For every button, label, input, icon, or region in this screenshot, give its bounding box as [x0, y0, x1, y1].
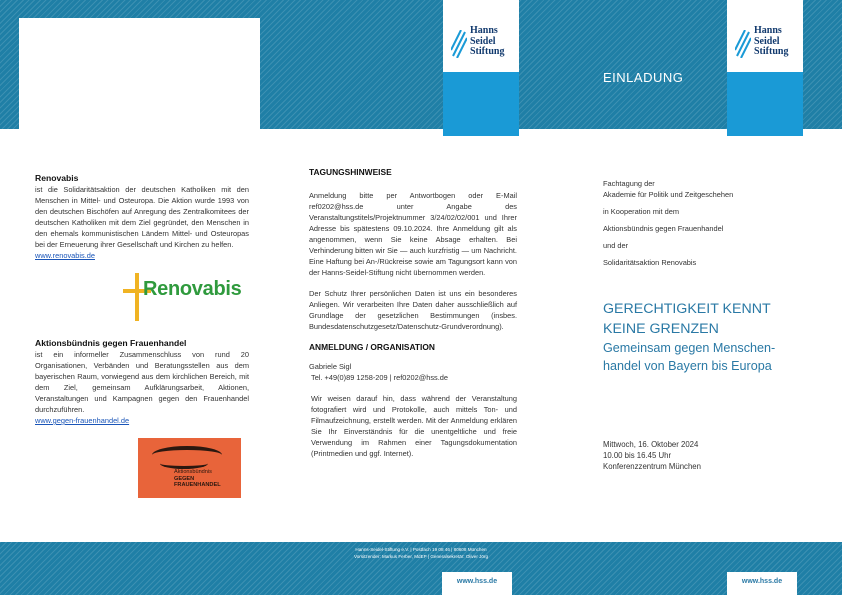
- event-date: Mittwoch, 16. Oktober 2024: [603, 440, 699, 449]
- renovabis-link[interactable]: www.renovabis.de: [35, 251, 95, 260]
- logo-line-2: Seidel: [470, 35, 496, 47]
- hss-lines-icon: [735, 30, 751, 58]
- address-window-box: [19, 18, 260, 130]
- aktion-logo-text: [174, 469, 221, 489]
- footer-url-left[interactable]: www.hss.de: [456, 578, 498, 585]
- organizer-line-6: Solidaritätsaktion Renovabis: [603, 258, 697, 267]
- organizer-line-5: und der: [603, 241, 629, 250]
- hss-lines-icon: [451, 30, 467, 58]
- privacy-paragraph: Der Schutz Ihrer persönlichen Daten ist uns ein besonderes Anliegen. Wir verarbeiten Ihre Daten daher ausschließlich auf Grundlage der gesetzlichen Bestimmungen (insbes. Bundesdatenschutzgesetz/Datenschutz-Grundverordnung).: [309, 289, 517, 331]
- event-venue: Konferenzzentrum München: [603, 462, 701, 471]
- eye-lid-icon: [160, 458, 208, 469]
- footer-url-right[interactable]: www.hss.de: [741, 578, 783, 585]
- hss-logo-tile-left: [443, 0, 519, 136]
- registration-paragraph: Anmeldung bitte per Antwortbogen oder E-Mail ref0202@hss.de unter Angabe des Veranstaltungstitels/Projektnummer 3/24/02/02/001 und Ihrer Adresse bis spätestens 09.10.2024. Ihre Anmeldung gilt als angenommen, wenn Sie keine Absage erhalten. Bei Verhinderung bitten wir Sie — auch kurzfristig — um Nachricht. Eine Haftung bei An-/Rückreise sowie am Tagungsort kann von der Hanns-Seidel-Stiftung nicht übernommen werden.: [309, 191, 517, 277]
- contact-line: Tel. +49(0)89 1258-209 | ref0202@hss.de: [311, 373, 449, 382]
- hss-logo-tile-right: [727, 0, 803, 136]
- aktion-link[interactable]: www.gegen-frauenhandel.de: [35, 416, 130, 425]
- renovabis-logo-word: Renovabis: [143, 278, 242, 300]
- hss-logo-text: [470, 26, 504, 58]
- logo-line-2: Seidel: [754, 35, 780, 47]
- logo-blue-area: [727, 72, 803, 136]
- renovabis-description: ist die Solidaritätsaktion der deutschen Katholiken mit den Menschen in Mittel- und Osteuropa. Die Aktion wurde 1993 von den deutschen Bischöfen auf Anregung des Zentralkomitees der deutschen Katholiken mit dem Ziel gegründet, den Menschen in den ehemals kommunistischen Ländern Mittel- und Osteuropas bei der Erneuerung ihrer Gesellschaft und Kirchen zu helfen.: [35, 185, 249, 249]
- footer-board: Vorsitzender: Markus Ferber, MdEP | Generalsekretär: Oliver Jörg: [353, 554, 489, 559]
- cross-icon: [135, 273, 139, 321]
- aktion-heading: Aktionsbündnis gegen Frauenhandel: [35, 338, 187, 348]
- organizer-line-2: Akademie für Politik und Zeitgeschehen: [603, 190, 734, 199]
- renovabis-heading: Renovabis: [35, 173, 79, 183]
- organizer-line-1: Fachtagung der: [603, 179, 655, 188]
- aktion-logo: [138, 438, 241, 498]
- logo-line-3: Stiftung: [470, 46, 505, 57]
- aktion-logo-small: Aktionsbündnis: [174, 469, 212, 475]
- partner-column: [35, 173, 249, 498]
- aktion-logo-line1: GEGEN: [174, 475, 195, 482]
- organisation-heading: ANMELDUNG / ORGANISATION: [309, 342, 435, 352]
- tagungshinweise-heading: TAGUNGSHINWEISE: [309, 167, 392, 177]
- event-subtitle-line-1: Gemeinsam gegen Menschen-: [603, 341, 776, 355]
- logo-line-1: Hanns: [754, 25, 782, 36]
- spacer: [603, 375, 808, 439]
- cover-column: [603, 178, 808, 472]
- event-title-line-2: KEINE GRENZEN: [603, 321, 719, 337]
- event-subtitle-line-2: handel von Bayern bis Europa: [603, 359, 772, 373]
- footer-url-box-right: [727, 572, 797, 595]
- event-title-line-1: GERECHTIGKEIT KENNT: [603, 301, 771, 317]
- info-column: [309, 167, 517, 469]
- invitation-title: EINLADUNG: [603, 70, 684, 85]
- contact-name: Gabriele Sigl: [309, 362, 352, 371]
- footer-info: [0, 546, 842, 560]
- hss-logo-text: [754, 26, 788, 58]
- footer-url-box-left: [442, 572, 512, 595]
- logo-line-1: Hanns: [470, 25, 498, 36]
- event-time: 10.00 bis 16.45 Uhr: [603, 451, 672, 460]
- aktion-description: ist ein informeller Zusammenschluss von rund 20 Organisationen, Verbänden und Beratungsstellen aus dem bayerischen Raum, vorwiegend aus dem kirchlichen Bereich, mit dem Ziel, gemeinsam Aufklärungsarbeit, Aktionen, Veranstaltungen und Kampagnen gegen den Frauenhandel durchzuführen.: [35, 350, 249, 414]
- photo-notice-paragraph: Wir weisen darauf hin, dass während der Veranstaltung fotografiert wird und Protokolle, auch mittels Ton- und Filmaufzeichnung, erstellt werden. Mit der Anmeldung erklären Sie Ihr Einverständnis für die unentgeltliche und freie Verwendung im Rahmen einer Tagungsdokumentation (Printmedien und ggf. Internet).: [311, 394, 517, 458]
- logo-line-3: Stiftung: [754, 46, 789, 57]
- organizer-line-4: Aktionsbündnis gegen Frauenhandel: [603, 224, 724, 233]
- aktion-logo-line2: FRAUENHANDEL: [174, 482, 221, 489]
- footer-address: Hanns-Seidel-Stiftung e.V. | Postfach 19 08 46 | 80608 München: [355, 547, 487, 552]
- organizer-line-3: in Kooperation mit dem: [603, 207, 679, 216]
- logo-blue-area: [443, 72, 519, 136]
- renovabis-logo: [123, 273, 243, 323]
- spacer: [603, 274, 808, 299]
